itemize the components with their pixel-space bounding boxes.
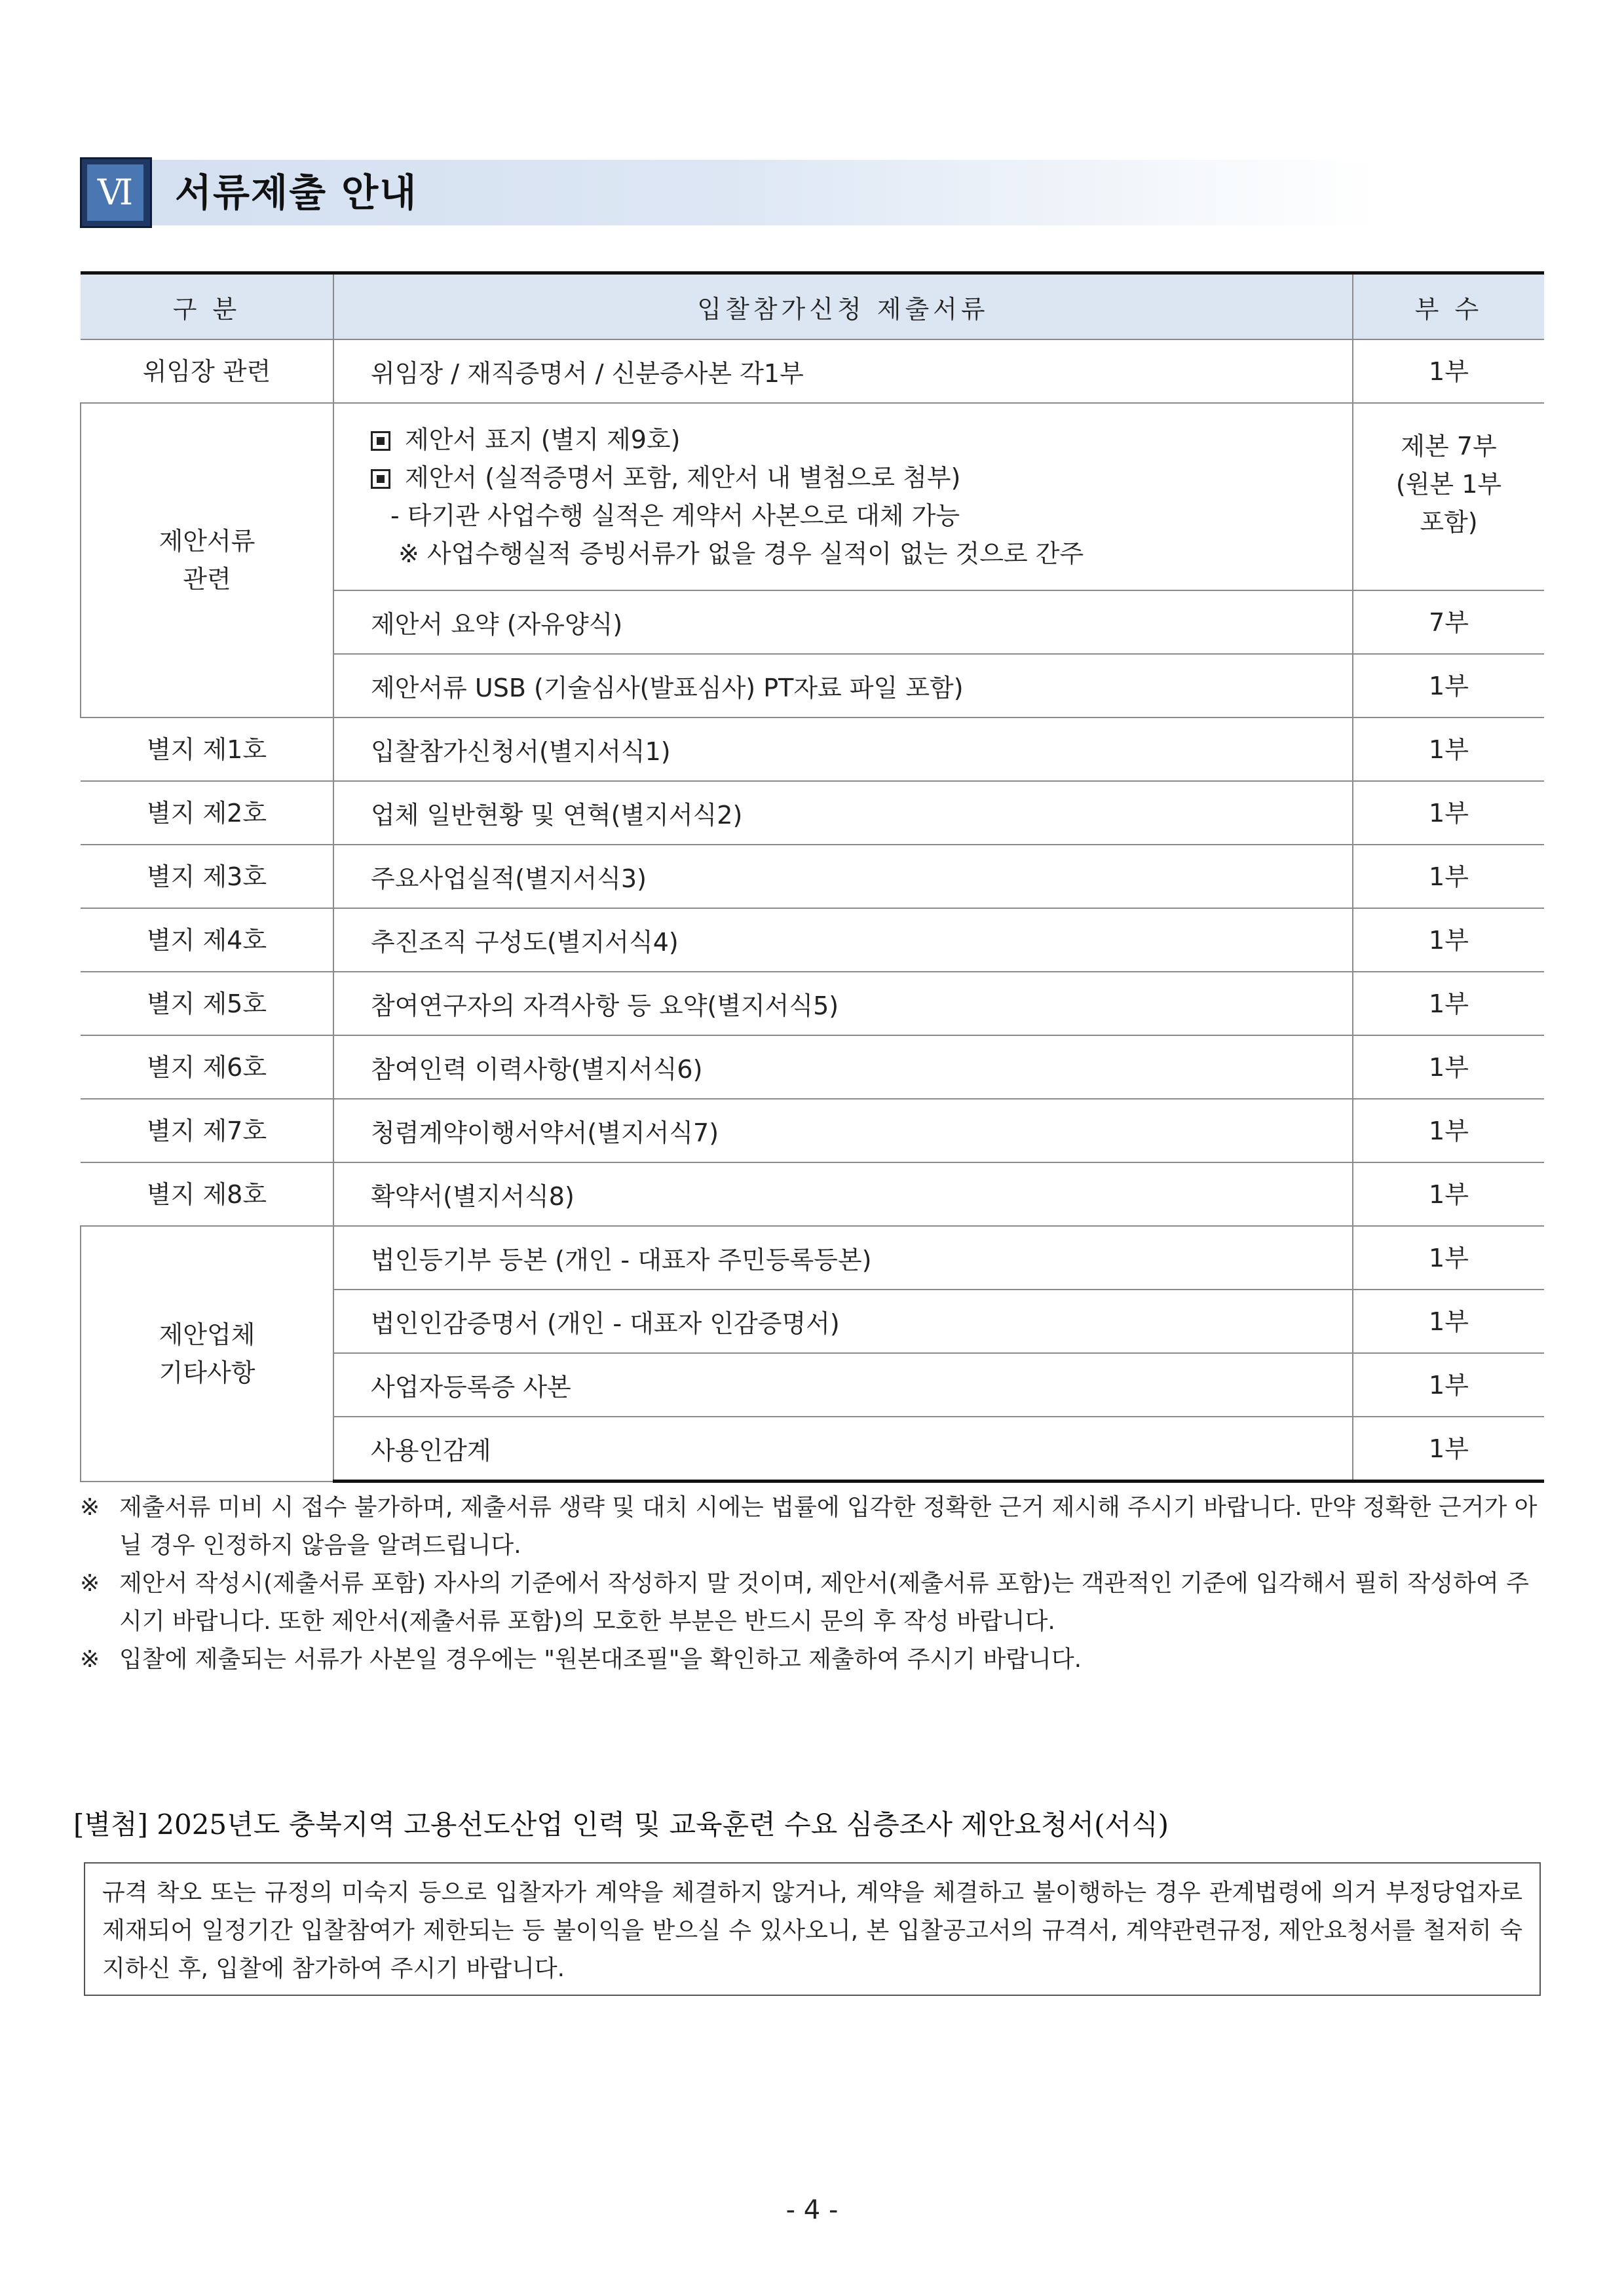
note-item (80, 1489, 1547, 1565)
row-category: 별지 제1호 (81, 718, 333, 781)
table-row (81, 1035, 1544, 1099)
row-document: 사업자등록증 사본 (333, 1353, 1353, 1417)
header-count: 부 수 (1353, 273, 1544, 340)
row-count: 1부 (1353, 1035, 1544, 1099)
category-line: 제안업체 (159, 1320, 255, 1349)
row-count: 1부 (1353, 1162, 1544, 1226)
row-document: 위임장 / 재직증명서 / 신분증사본 각1부 (333, 339, 1353, 403)
count-line: 제본 7부 (1401, 432, 1497, 461)
row-document: 제안서류 USB (기술심사(발표심사) PT자료 파일 포함) (333, 654, 1353, 718)
row-document: 주요사업실적(별지서식3) (333, 845, 1353, 908)
proposal-note: ※ 사업수행실적 증빙서류가 없을 경우 실적이 없는 것으로 간주 (398, 539, 1084, 568)
row-category: 별지 제2호 (81, 781, 333, 845)
document-submission-table (80, 271, 1544, 1483)
row-count: 1부 (1353, 1353, 1544, 1417)
note-text: 입찰에 제출되는 서류가 사본일 경우에는 "원본대조필"을 확인하고 제출하여 주시기 바랍니다. (119, 1646, 1082, 1673)
table-row (81, 845, 1544, 908)
section-title: 서류제출 안내 (175, 170, 418, 215)
proposal-item: 제안서 (실적증명서 포함, 제안서 내 별첨으로 첨부) (371, 459, 1352, 497)
row-category: 별지 제3호 (81, 845, 333, 908)
row-category: 별지 제5호 (81, 972, 333, 1035)
table-row (81, 781, 1544, 845)
row-count: 1부 (1353, 1417, 1544, 1482)
page-number: - 4 - (785, 2195, 839, 2225)
category-line: 제안서류 (159, 527, 255, 556)
row-document: 업체 일반현황 및 연혁(별지서식2) (333, 781, 1353, 845)
proposal-category (81, 403, 333, 718)
row-document: 추진조직 구성도(별지서식4) (333, 908, 1353, 972)
proposal-item: 제안서 표지 (별지 제9호) (371, 421, 1352, 459)
notes (80, 1489, 1547, 1679)
note-item (80, 1641, 1547, 1679)
checkbox-square-icon (371, 469, 390, 489)
other-category (81, 1226, 333, 1482)
note-mark: ※ (80, 1646, 100, 1673)
row-count: 1부 (1353, 908, 1544, 972)
row-category: 별지 제7호 (81, 1099, 333, 1162)
note-text: 제안서 작성시(제출서류 포함) 자사의 기준에서 작성하지 말 것이며, 제안서(제출서류 포함)는 객관적인 기준에 입각해서 필히 작성하여 주시기 바랍니다. 또한 제안서(제출서류 포함)의 모호한 부분은 반드시 문의 후 작성 바랍니다. (119, 1570, 1529, 1635)
row-document: 청렴계약이행서약서(별지서식7) (333, 1099, 1353, 1162)
header-category: 구 분 (81, 273, 333, 340)
note-item (80, 1565, 1547, 1641)
row-count: 1부 (1353, 1099, 1544, 1162)
row-category: 별지 제6호 (81, 1035, 333, 1099)
proposal-subitem: - 타기관 사업수행 실적은 계약서 사본으로 대체 가능 (390, 501, 960, 530)
section-number-badge (80, 157, 152, 228)
table-row (81, 339, 1544, 403)
table-row (81, 908, 1544, 972)
row-document: 입찰참가신청서(별지서식1) (333, 718, 1353, 781)
row-count: 1부 (1353, 1226, 1544, 1290)
row-count: 1부 (1353, 339, 1544, 403)
note-text: 제출서류 미비 시 접수 불가하며, 제출서류 생략 및 대치 시에는 법률에 입각한 정확한 근거 제시해 주시기 바랍니다. 만약 정확한 근거가 아닐 경우 인정하지 않음을 알려드립니다. (119, 1494, 1538, 1559)
row-document: 확약서(별지서식8) (333, 1162, 1353, 1226)
row-count: 1부 (1353, 845, 1544, 908)
attachment-notice-box (84, 1862, 1541, 1996)
proposal-documents (333, 403, 1353, 590)
note-mark: ※ (80, 1570, 100, 1597)
proposal-count (1353, 403, 1544, 590)
row-document: 사용인감계 (333, 1417, 1353, 1482)
section-header (80, 157, 1377, 229)
row-document: 참여인력 이력사항(별지서식6) (333, 1035, 1353, 1099)
note-mark: ※ (80, 1494, 100, 1521)
row-count: 1부 (1353, 1290, 1544, 1353)
row-category: 위임장 관련 (81, 339, 333, 403)
row-count: 1부 (1353, 972, 1544, 1035)
row-document: 제안서 요약 (자유양식) (333, 590, 1353, 654)
row-document: 법인인감증명서 (개인 - 대표자 인감증명서) (333, 1290, 1353, 1353)
table-header-row (81, 273, 1544, 340)
table-row (81, 403, 1544, 590)
category-line: 기타사항 (159, 1358, 255, 1387)
table-row (81, 1099, 1544, 1162)
table-row (81, 972, 1544, 1035)
category-line: 관련 (183, 565, 231, 594)
row-category: 별지 제8호 (81, 1162, 333, 1226)
count-line: (원본 1부 (1395, 470, 1502, 499)
table-row (81, 1162, 1544, 1226)
row-category: 별지 제4호 (81, 908, 333, 972)
attachment-title: [별첨] 2025년도 충북지역 고용선도산업 인력 및 교육훈련 수요 심층조사 제안요청서(서식) (73, 1808, 1169, 1841)
checkbox-square-icon (371, 431, 390, 451)
row-document: 참여연구자의 자격사항 등 요약(별지서식5) (333, 972, 1353, 1035)
count-line: 포함) (1420, 508, 1478, 537)
row-count: 1부 (1353, 781, 1544, 845)
attachment-notice-text: 규격 착오 또는 규정의 미숙지 등으로 입찰자가 계약을 체결하지 않거나, 계약을 체결하고 불이행하는 경우 관계법령에 의거 부정당업자로 제재되어 일정기간 입찰참여가 제한되는 등 불이익을 받으실 수 있사오니, 본 입찰공고서의 규격서, 계약관련규정, 제안요청서를 철저히 숙지하신 후, 입찰에 참가하여 주시기 바랍니다. (102, 1879, 1522, 1982)
row-count: 7부 (1353, 590, 1544, 654)
table-row (81, 718, 1544, 781)
row-document: 법인등기부 등본 (개인 - 대표자 주민등록등본) (333, 1226, 1353, 1290)
table-row (81, 1226, 1544, 1290)
section-number: Ⅵ (87, 164, 143, 221)
header-documents: 입찰참가신청 제출서류 (333, 273, 1353, 340)
row-count: 1부 (1353, 654, 1544, 718)
row-count: 1부 (1353, 718, 1544, 781)
